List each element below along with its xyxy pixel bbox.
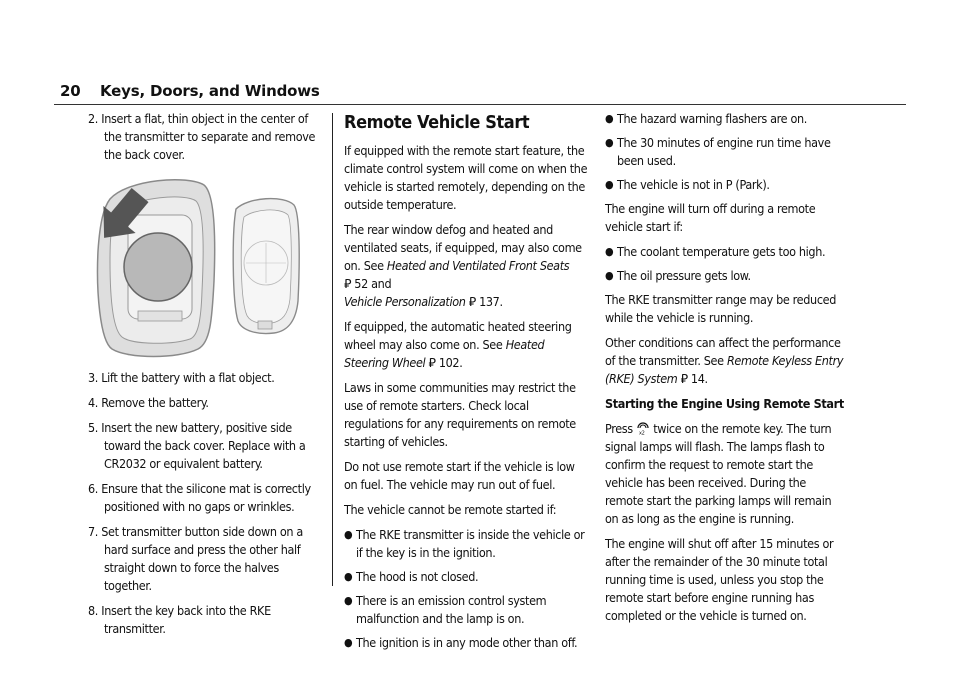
bullet-icon: ● — [344, 570, 353, 583]
column-divider — [332, 113, 333, 586]
transmitter-illustration — [88, 171, 322, 361]
paragraph: Press x2 twice on the remote key. The turn signal lamps will flash. The lamps flash to confirm the request to remote start the vehicle has been received. During the remote start the parking lamps will remain on as long as the engine is running. — [605, 421, 832, 526]
battery — [124, 233, 192, 301]
step-3: 3. Lift the battery with a flat object. — [88, 370, 275, 385]
bullet-icon: ● — [605, 245, 614, 258]
paragraph: The engine will turn off during a remote vehicle start if: — [605, 201, 816, 234]
list-item: ● The oil pressure gets low. — [605, 268, 751, 283]
page-number: 20 — [60, 82, 81, 100]
step-4: 4. Remove the battery. — [88, 395, 209, 410]
paragraph: The vehicle cannot be remote started if: — [344, 502, 557, 517]
step-5: 5. Insert the new battery, positive side toward the back cover. Replace with a CR2032 or equivalent battery. — [88, 420, 306, 471]
header-rule — [54, 104, 906, 105]
column-3 — [605, 110, 845, 632]
paragraph: Do not use remote start if the vehicle is low on fuel. The vehicle may run out of fuel. — [344, 459, 575, 492]
step-2: 2. Insert a flat, thin object in the center of the transmitter to separate and remove the back cover. — [88, 111, 316, 162]
section-heading: Remote Vehicle Start — [344, 112, 530, 133]
page-ref[interactable]: ⃄ 52 — [344, 276, 368, 291]
section-title: Keys, Doors, and Windows — [100, 82, 320, 100]
list-item: ● The RKE transmitter is inside the vehicle or if the key is in the ignition. — [344, 527, 585, 560]
xref-link[interactable]: Heated Steering Wheel — [344, 337, 545, 370]
subheading: Starting the Engine Using Remote Start — [605, 396, 844, 411]
xref-link[interactable]: Heated and Ventilated Front Seats — [386, 258, 570, 273]
paragraph: If equipped with the remote start feature, the climate control system will come on when the vehicle is started remotely, depending on the outside temperature. — [344, 143, 588, 212]
paragraph: Other conditions can affect the performance of the transmitter. See Remote Keyless Entry (RKE) System ⃄ 14. — [605, 335, 844, 386]
bullet-icon: ● — [605, 269, 614, 282]
bullet-icon: ● — [344, 636, 353, 649]
paragraph: The rear window defog and heated and ventilated seats, if equipped, may also come on. See Heated and Ventilated Front Seats ⃄ 52 and Vehicle Personalization ⃄ 137. — [344, 222, 582, 309]
list-item: ● The hazard warning flashers are on. — [605, 111, 807, 126]
paragraph: The engine will shut off after 15 minutes or after the remainder of the 30 minute total running time is used, unless you stop the remote start before engine running has completed or the vehicle is turned on. — [605, 536, 834, 623]
list-item: ● There is an emission control system malfunction and the lamp is on. — [344, 593, 547, 626]
svg-text:x2: x2 — [639, 430, 645, 435]
page-ref[interactable]: ⃄ 14 — [680, 371, 705, 386]
bullet-icon: ● — [605, 112, 614, 125]
column-2 — [344, 110, 590, 658]
list-item: ● The coolant temperature gets too high. — [605, 244, 826, 259]
list-item: ● The vehicle is not in P (Park). — [605, 177, 770, 192]
paragraph: If equipped, the automatic heated steering wheel may also come on. See Heated Steering Wheel ⃄ 102. — [344, 319, 572, 370]
bullet-icon: ● — [605, 136, 614, 149]
step-6: 6. Ensure that the silicone mat is correctly positioned with no gaps or wrinkles. — [88, 481, 311, 514]
bullet-icon: ● — [344, 594, 353, 607]
list-item: ● The ignition is in any mode other than off. — [344, 635, 578, 650]
step-7: 7. Set transmitter button side down on a hard surface and press the other half straight down to force the halves together. — [88, 524, 303, 593]
page-ref[interactable]: ⃄ 137 — [468, 294, 500, 309]
step-8: 8. Insert the key back into the RKE transmitter. — [88, 603, 271, 636]
list-item: ● The hood is not closed. — [344, 569, 479, 584]
page-ref[interactable]: ⃄ 102 — [428, 355, 460, 370]
remote-start-icon — [636, 422, 650, 435]
xref-link[interactable]: Vehicle Personalization — [344, 294, 466, 309]
paragraph: The RKE transmitter range may be reduced while the vehicle is running. — [605, 292, 837, 325]
bullet-icon: ● — [344, 528, 353, 541]
paragraph: Laws in some communities may restrict the use of remote starters. Check local regulations for any requirements on remote starting of vehicles. — [344, 380, 576, 449]
page-header — [60, 82, 320, 100]
column-1 — [88, 110, 322, 645]
xref-link[interactable]: Remote Keyless Entry (RKE) System — [605, 353, 844, 386]
bullet-icon: ● — [605, 178, 614, 191]
list-item: ● The 30 minutes of engine run time have been used. — [605, 135, 831, 168]
